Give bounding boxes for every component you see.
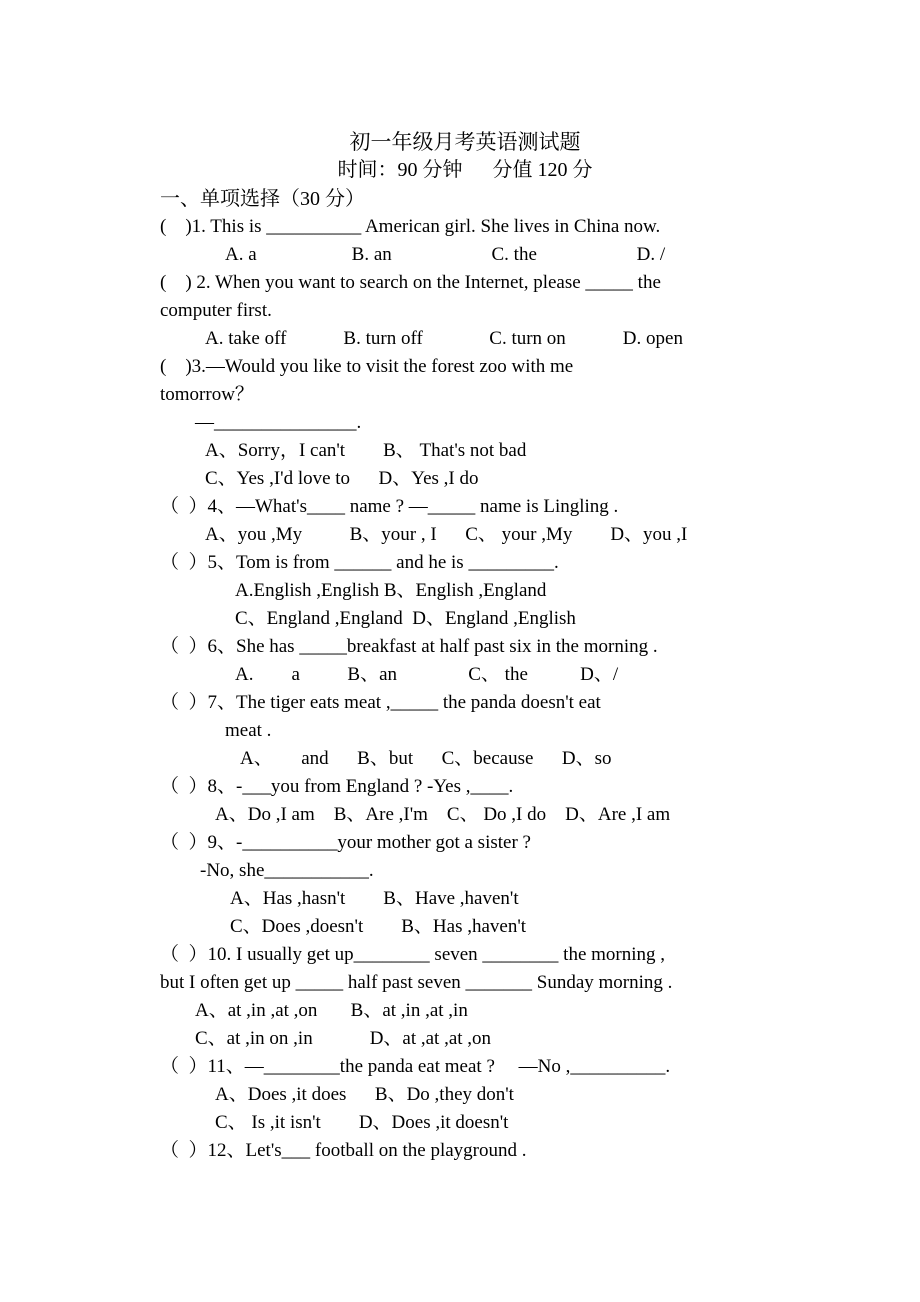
q9-options-cd: C、Does ,doesn't B、Has ,haven't [230, 916, 527, 937]
section-header: 一、单项选择（30 分） [160, 188, 365, 210]
q3-answer-blank: —_______________. [195, 412, 362, 433]
q7-stem: （ ）7、The tiger eats meat ,_____ the panda doesn't eat [160, 692, 601, 713]
document-subtitle: 时间：90 分钟 分值 120 分 [337, 159, 593, 181]
q5-options-ab: A.English ,English B、English ,England [235, 580, 547, 601]
q9-stem: （ ）9、-__________your mother got a sister ? [160, 832, 531, 853]
q8-options: A、Do ,I am B、Are ,I'm C、 Do ,I do D、Are ,I am [215, 804, 671, 825]
q11-stem: （ ）11、—________the panda eat meat ? —No ,__________. [160, 1056, 671, 1077]
q3-stem-continued: tomorrow？ [160, 384, 254, 405]
q10-stem-continued: but I often get up _____ half past seven _______ Sunday morning . [160, 972, 673, 993]
q10-options-ab: A、at ,in ,at ,on B、at ,in ,at ,in [195, 1000, 468, 1021]
q6-stem: （ ）6、She has _____breakfast at half past six in the morning . [160, 636, 658, 657]
q5-stem: （ ）5、Tom is from ______ and he is _________. [160, 552, 559, 573]
document-title: 初一年级月考英语测试题 [349, 130, 581, 154]
q11-options-cd: C、 Is ,it isn't D、Does ,it doesn't [215, 1112, 509, 1133]
q8-stem: （ ）8、-___you from England ? -Yes ,____. [160, 776, 514, 797]
q3-options-cd: C、Yes ,I'd love to D、Yes ,I do [205, 468, 479, 489]
q3-options-ab: A、Sorry，I can't B、 That's not bad [205, 440, 527, 461]
q10-stem: （ ）10. I usually get up________ seven ________ the morning , [160, 944, 666, 965]
q12-stem: （ ）12、Let's___ football on the playground . [160, 1140, 527, 1161]
q9-options-ab: A、Has ,hasn't B、Have ,haven't [230, 888, 519, 909]
q7-options: A、 and B、but C、because D、so [240, 748, 612, 769]
q9-stem-continued: -No, she___________. [200, 860, 374, 881]
q7-stem-continued: meat . [225, 720, 272, 741]
q5-options-cd: C、England ,England D、England ,English [235, 608, 576, 629]
q1-stem: ( )1. This is __________ American girl. She lives in China now. [160, 216, 661, 237]
q3-stem: ( )3.—Would you like to visit the forest zoo with me [160, 356, 574, 377]
q2-stem-continued: computer first. [160, 300, 272, 321]
q11-options-ab: A、Does ,it does B、Do ,they don't [215, 1084, 514, 1105]
q4-options: A、you ,My B、your , I C、 your ,My D、you ,I [205, 524, 688, 545]
q10-options-cd: C、at ,in on ,in D、at ,at ,at ,on [195, 1028, 492, 1049]
q2-options: A. take off B. turn off C. turn on D. open [205, 328, 683, 349]
q2-stem: ( ) 2. When you want to search on the Internet, please _____ the [160, 272, 661, 293]
q1-options: A. a B. an C. the D. / [225, 244, 666, 265]
q4-stem: （ ）4、—What's____ name ? —_____ name is Lingling . [160, 496, 619, 517]
q6-options: A. a B、an C、 the D、/ [235, 664, 619, 685]
